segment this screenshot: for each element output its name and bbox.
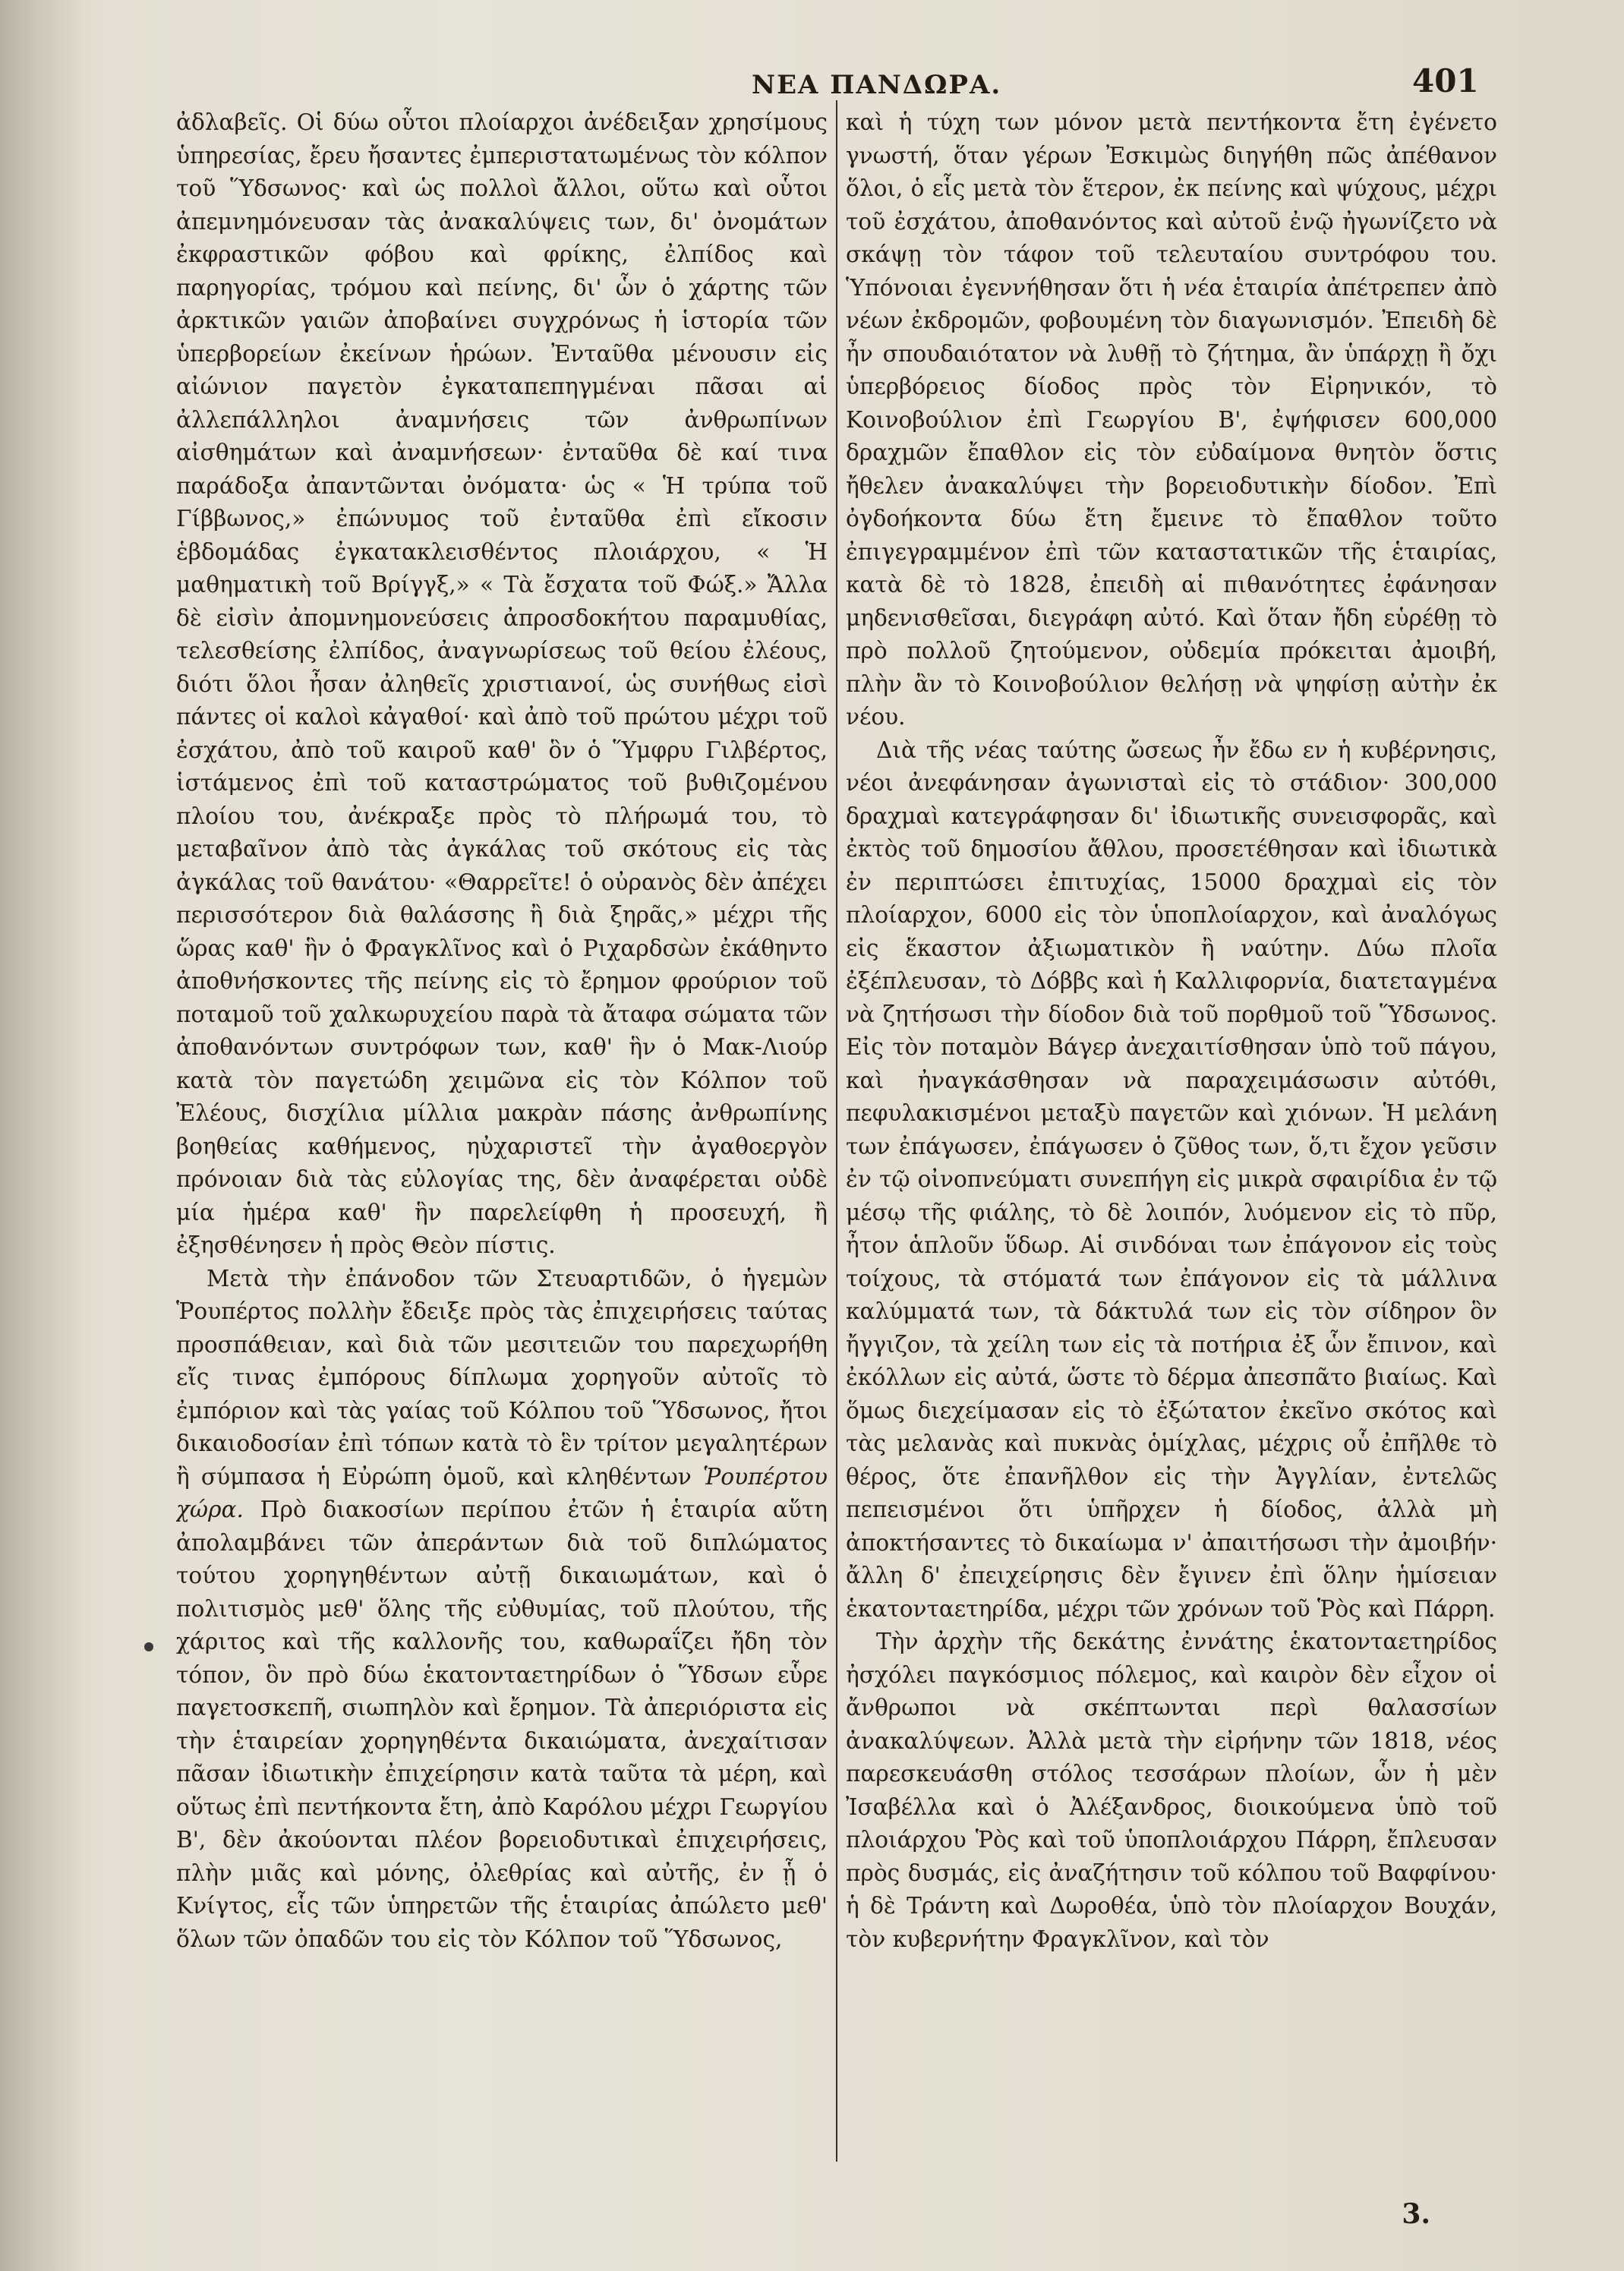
left-paragraph-2-start: Μετὰ τὴν ἐπάνοδον τῶν Στευαρτιδῶν, ὁ ἡγεμὼν Ῥουπέρτος πολλὴν ἔδειξε πρὸς τὰς ἐπιχειρήσεις ταύτας προσπάθειαν, καὶ διὰ τῶν μεσιτειῶν του παρεχωρήθη εἴς τινας ἐμπόρους δίπλωμα χορηγοῦν αὐτοῖς τὸ ἐμπόριον καὶ τὰς γαίας τοῦ Κόλπου τοῦ Ὕδσωνος, ἤτοι δικαιοδοσίαν ἐπὶ τόπων κατὰ τὸ ἓν τρίτον μεγαλητέρων ἢ σύμπασα ἡ Εὐρώπη ὁμοῦ, καὶ κληθέντων bbox=[176, 1265, 828, 1490]
left-paragraph-2-rest: Πρὸ διακοσίων περίπου ἐτῶν ἡ ἑταιρία αὕτη ἀπολαμβάνει τῶν ἀπεράντων διὰ τοῦ διπλώματος τούτου χορηγηθέντων αὐτῇ δικαιωμάτων, καὶ ὁ πολιτισμὸς μεθ' ὅλης τῆς εὐθυμίας, τοῦ πλούτου, τῆς χάριτος καὶ τῆς καλλονῆς του, καθωραΐζει ἤδη τὸν τόπον, ὃν πρὸ δύω ἑκατονταετηρίδων ὁ Ὕδσων εὗρε παγετοσκεπῆ, σιωπηλὸν καὶ ἔρημον. Τὰ ἀπεριόριστα εἰς τὴν ἑταιρείαν χορηγηθέντα δικαιώματα, ἀνεχαίτισαν πᾶσαν ἰδιωτικὴν ἐπιχείρησιν κατὰ ταῦτα τὰ μέρη, καὶ οὕτως ἐπὶ πεντήκοντα ἔτη, ἀπὸ Καρόλου μέχρι Γεωργίου Β', δὲν ἀκούονται πλέον βορειοδυτικαὶ ἐπιχειρήσεις, πλὴν μιᾶς καὶ μόνης, ὀλεθρίας καὶ αὐτῆς, ἐν ᾗ ὁ Κνίγτος, εἷς τῶν ὑπηρετῶν τῆς ἑταιρίας ἀπώλετο μεθ' ὅλων τῶν ὀπαδῶν του εἰς τὸν Κόλπον τοῦ Ὕδσωνος, bbox=[176, 1497, 828, 1952]
signature-mark: 3. bbox=[1402, 2198, 1430, 2230]
right-paragraph-3: Τὴν ἀρχὴν τῆς δεκάτης ἐννάτης ἑκατονταετηρίδος ἠσχόλει παγκόσμιος πόλεμος, καὶ καιρὸν δὲν εἶχον οἱ ἄνθρωποι νὰ σκέπτωνται περὶ θαλασσίων ἀνακαλύψεων. Ἀλλὰ μετὰ τὴν εἰρήνην τῶν 1818, νέος παρεσκευάσθη στόλος τεσσάρων πλοίων, ὧν ἡ μὲν Ἰσαβέλλα καὶ ὁ Ἀλέξανδρος, διοικούμενα ὑπὸ τοῦ πλοιάρχου Ῥὸς καὶ τοῦ ὑποπλοιάρχου Πάρρη, ἔπλευσαν πρὸς δυσμάς, εἰς ἀναζήτησιν τοῦ κόλπου τοῦ Βαφφίνου· ἡ δὲ Τράντη καὶ Δωροθέα, ὑπὸ τὸν πλοίαρχον Βουχάν, τὸν κυβερνήτην Φραγκλῖνον, καὶ τὸν bbox=[846, 1629, 1497, 1952]
right-paragraph-2: Διὰ τῆς νέας ταύτης ὤσεως ἦν ἔδω εν ἡ κυβέρνησις, νέοι ἀνεφάνησαν ἀγωνισταὶ εἰς τὸ στάδιον· 300,000 δραχμαὶ κατεγράφησαν δι' ἰδιωτικῆς συνεισφορᾶς, καὶ ἐκτὸς τοῦ δημοσίου ἄθλου, προσετέθησαν καὶ ἰδιωτικὰ ἐν περιπτώσει ἐπιτυχίας, 15000 δραχμαὶ εἰς τὸν πλοίαρχον, 6000 εἰς τὸν ὑποπλοίαρχον, καὶ ἀναλόγως εἰς ἕκαστον ἀξιωματικὸν ἢ ναύτην. Δύω πλοῖα ἐξέπλευσαν, τὸ Δόββς καὶ ἡ Καλλιφορνία, διατεταγμένα νὰ ζητήσωσι τὴν δίοδον διὰ τοῦ πορθμοῦ τοῦ Ὕδσωνος. Εἰς τὸν ποταμὸν Βάγερ ἀνεχαιτίσθησαν ὑπὸ τοῦ πάγου, καὶ ἠναγκάσθησαν νὰ παραχειμάσωσιν αὐτόθι, πεφυλακισμένοι μεταξὺ παγετῶν καὶ χιόνων. Ἡ μελάνη των ἐπάγωσεν, ἐπάγωσεν ὁ ζῦθος των, ὅ,τι ἔχον γεῦσιν ἐν τῷ οἰνοπνεύματι συνεπήγη εἰς μικρὰ σφαιρίδια ἐν τῷ μέσῳ τῆς φιάλης, τὸ δὲ λοιπόν, λυόμενον εἰς τὸ πῦρ, ἦτον ἁπλοῦν ὕδωρ. Αἱ σινδόναι των ἐπάγονον εἰς τοὺς τοίχους, τὰ στόματά των ἐπάγονον εἰς τὰ μάλλινα καλύμματά των, τὰ δάκτυλά των εἰς τὸν σίδηρον ὃν ἤγγιζον, τὰ χείλη των εἰς τὰ ποτήρια ἐξ ὧν ἔπινον, καὶ ἐκόλλων εἰς αὐτά, ὥστε τὸ δέρμα ἀπεσπᾶτο βιαίως. Καὶ ὅμως διεχείμασαν εἰς τὸ ἐξώτατον ἐκεῖνο σκότος καὶ τὰς μελανὰς καὶ πυκνὰς ὁμίχλας, μέχρις οὗ ἐπῆλθε τὸ θέρος, ὅτε ἐπανῆλθον εἰς τὴν Ἀγγλίαν, ἐντελῶς πεπεισμένοι ὅτι ὑπῆρχεν ἡ δίοδος, ἀλλὰ μὴ ἀποκτήσαντες τὸ δικαίωμα ν' ἀπαιτήσωσι τὴν ἀμοιβήν· ἄλλη δ' ἐπειχείρησις δὲν ἔγινεν ἐπὶ ὅλην ἡμίσειαν ἑκατονταετηρίδα, μέχρι τῶν χρόνων τοῦ Ῥὸς καὶ Πάρρη. bbox=[846, 736, 1497, 1622]
right-column bbox=[846, 106, 1497, 2172]
page-number: 401 bbox=[1412, 62, 1479, 99]
left-paragraph-2 bbox=[176, 1263, 828, 1957]
right-paragraph-1: καὶ ἡ τύχη των μόνον μετὰ πεντήκοντα ἔτη ἐγένετο γνωστή, ὅταν γέρων Ἐσκιμὼς διηγήθη πῶς ἀπέθανον ὅλοι, ὁ εἷς μετὰ τὸν ἕτερον, ἐκ πείνης καὶ ψύχους, μέχρι τοῦ ἐσχάτου, ἀποθανόντος καὶ αὐτοῦ ἐνῷ ἠγωνίζετο νὰ σκάψῃ τὸν τάφον τοῦ τελευταίου συντρόφου του. Ὑπόνοιαι ἐγεννήθησαν ὅτι ἡ νέα ἑταιρία ἀπέτρεπεν ἀπὸ νέων ἐκδρομῶν, φοβουμένη τὸν διαγωνισμόν. Ἐπειδὴ δὲ ἦν σπουδαιότατον νὰ λυθῇ τὸ ζήτημα, ἂν ὑπάρχῃ ἢ ὄχι ὑπερβόρειος δίοδος πρὸς τὸν Εἰρηνικόν, τὸ Κοινοβούλιον ἐπὶ Γεωργίου Β', ἐψήφισεν 600,000 δραχμῶν ἔπαθλον εἰς τὸν εὐδαίμονα θνητὸν ὅστις ἤθελεν ἀνακαλύψει τὴν βορειοδυτικὴν δίοδον. Ἐπὶ ὀγδοήκοντα δύω ἔτη ἔμεινε τὸ ἔπαθλον τοῦτο ἐπιγεγραμμένον ἐπὶ τῶν καταστατικῶν τῆς ἑταιρίας, κατὰ δὲ τὸ 1828, ἐπειδὴ αἱ πιθανότητες ἐφάνησαν μηδενισθεῖσαι, διεγράφη αὐτό. Καὶ ὅταν ἤδη εὑρέθῃ τὸ πρὸ πολλοῦ ζητούμενον, οὐδεμία πρόκειται ἀμοιβή, πλὴν ἂν τὸ Κοινοβούλιον θελήσῃ νὰ ψηφίσῃ αὐτὴν ἐκ νέου. bbox=[846, 109, 1497, 730]
left-paragraph-1: ἀδλαβεῖς. Οἱ δύω οὗτοι πλοίαρχοι ἀνέδειξαν χρησίμους ὑπηρεσίας, ἔρευ ἤσαντες ἐμπεριστατωμένως τὸν κόλπον τοῦ Ὕδσωνος· καὶ ὡς πολλοὶ ἄλλοι, οὕτω καὶ οὗτοι ἀπεμνημόνευσαν τὰς ἀνακαλύψεις των, δι' ὀνομάτων ἐκφραστικῶν φόβου καὶ φρίκης, ἐλπίδος καὶ παρηγορίας, τρόμου καὶ πείνης, δι' ὧν ὁ χάρτης τῶν ἀρκτικῶν γαιῶν ἀποβαίνει συγχρόνως ἡ ἱστορία τῶν ὑπερβορείων ἐκείνων ἡρώων. Ἐνταῦθα μένουσιν εἰς αἰώνιον παγετὸν ἐγκαταπεπηγμέναι πᾶσαι αἱ ἀλλεπάλληλοι ἀναμνήσεις τῶν ἀνθρωπίνων αἰσθημάτων καὶ ἀναμνήσεων· ἐνταῦθα δὲ καί τινα παράδοξα ἀπαντῶνται ὀνόματα· ὡς « Ἡ τρύπα τοῦ Γίββωνος,» ἐπώνυμος τοῦ ἐνταῦθα ἐπὶ εἴκοσιν ἑβδομάδας ἐγκατακλεισθέντος πλοιάρχου, « Ἡ μαθηματικὴ τοῦ Βρίγγξ,» « Τὰ ἔσχατα τοῦ Φώξ.» Ἄλλα δὲ εἰσὶν ἀπομνημονεύσεις ἀπροσδοκήτου παραμυθίας, τελεσθείσης ἐλπίδος, ἀναγνωρίσεως τοῦ θείου ἐλέους, διότι ὅλοι ἦσαν ἀληθεῖς χριστιανοί, ὡς συνήθως εἰσὶ πάντες οἱ καλοὶ κἀγαθοί· καὶ ἀπὸ τοῦ πρώτου μέχρι τοῦ ἐσχάτου, ἀπὸ τοῦ καιροῦ καθ' ὃν ὁ Ὕμφρυ Γιλβέρτος, ἱστάμενος ἐπὶ τοῦ καταστρώματος τοῦ βυθιζομένου πλοίου του, ἀνέκραξε πρὸς τὸ πλήρωμά του, τὸ μεταβαῖνον ἀπὸ τὰς ἀγκάλας τοῦ σκότους εἰς τὰς ἀγκάλας τοῦ θανάτου· «Θαρρεῖτε! ὁ οὐρανὸς δὲν ἀπέχει περισσότερον διὰ θαλάσσης ἢ διὰ ξηρᾶς,» μέχρι τῆς ὥρας καθ' ἣν ὁ Φραγκλῖνος καὶ ὁ Ριχαρδσὼν ἐκάθηντο ἀποθνήσκοντες τῆς πείνης εἰς τὸ ἔρημον φρούριον τοῦ ποταμοῦ τοῦ χαλκωρυχείου παρὰ τὰ ἄταφα σώματα τῶν ἀποθανόντων συντρόφων των, καθ' ἣν ὁ Μακ-Λιούρ κατὰ τὸν παγετώδη χειμῶνα εἰς τὸν Κόλπον τοῦ Ἐλέους, δισχίλια μίλλια μακρὰν πάσης ἀνθρωπίνης βοηθείας καθήμενος, ηὐχαριστεῖ τὴν ἀγαθοεργὸν πρόνοιαν διὰ τὰς εὐλογίας της, δὲν ἀναφέρεται οὐδὲ μία ἡμέρα καθ' ἣν παρελείφθη ἡ προσευχή, ἢ ἐξησθένησεν ἡ πρὸς Θεὸν πίστις. bbox=[176, 109, 828, 1258]
page-header bbox=[175, 62, 1479, 108]
italic-term: Ῥουπέρτου χώρα. bbox=[176, 1463, 828, 1522]
running-title: ΝΕΑ ΠΑΝΔΩΡΑ. bbox=[752, 70, 1002, 100]
gutter-shadow bbox=[0, 0, 84, 2271]
margin-dot bbox=[144, 1642, 153, 1651]
left-column bbox=[176, 106, 828, 2172]
column-divider bbox=[836, 100, 837, 2162]
